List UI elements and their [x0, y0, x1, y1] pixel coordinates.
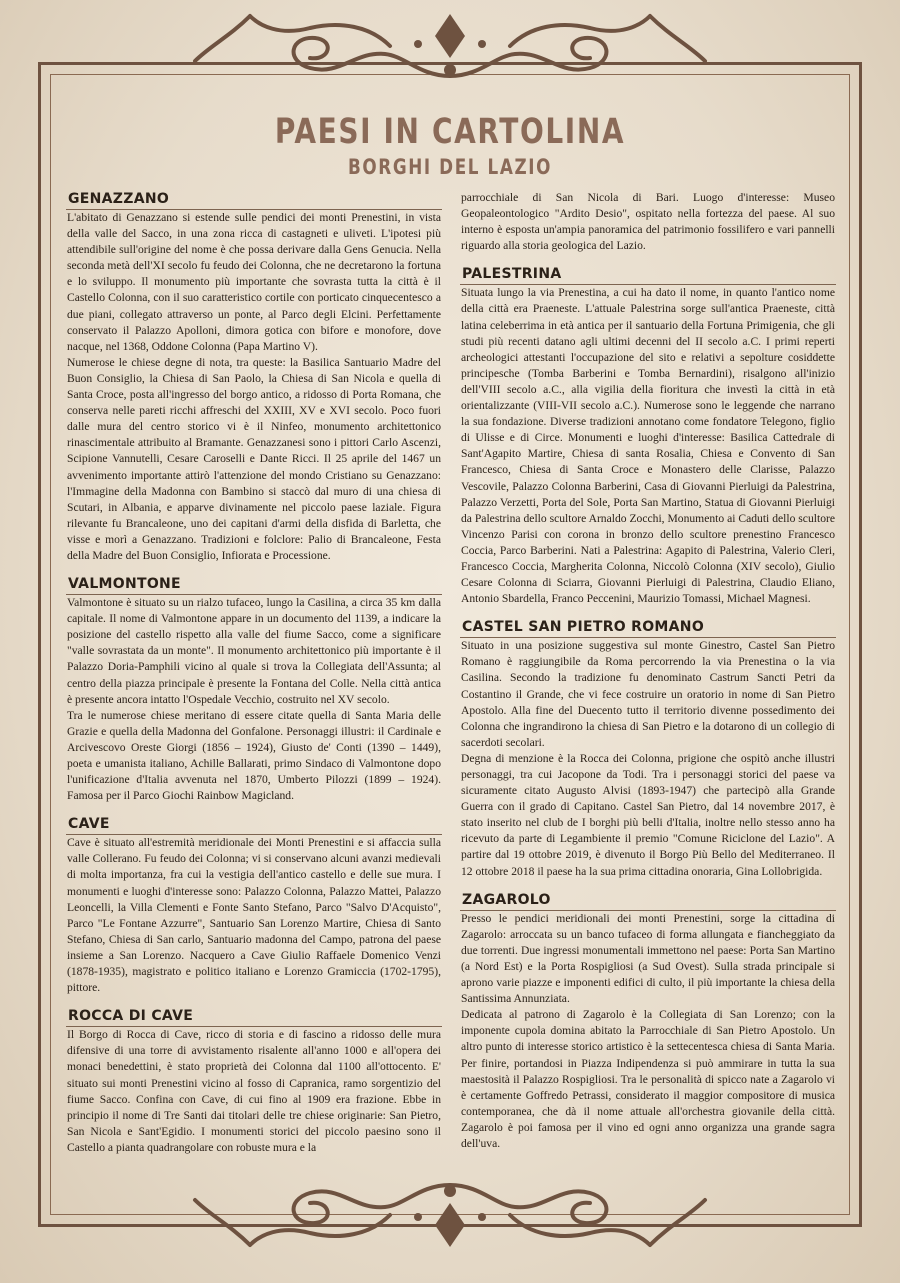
section-title: GENAZZANO: [66, 190, 442, 210]
section-title: CAVE: [66, 815, 442, 835]
right-column: [460, 190, 836, 1152]
page-title: PAESI IN CARTOLINA: [274, 112, 626, 152]
bottom-scroll-ornament: [190, 1175, 710, 1255]
section-paragraph: Tra le numerose chiese meritano di essere citate quella di Santa Maria delle Grazie e quella della Madonna del Gonfalone. Personaggi illustri: il Cardinale e Arcivescovo Oreste Giorgi (1856 – 1924), Giusto de' Conti (1390 – 1449), poeta e umanista italiano, Achille Ballarati, primo Sindaco di Valmontone dopo l'unificazione d'Italia avvenuta nel 1870, Umberto Pilozzi (1899 – 1924). Famosa per il Parco Giochi Rainbow Magicland.: [67, 708, 441, 803]
section-paragraph: Degna di menzione è la Rocca dei Colonna, prigione che ospitò anche illustri personaggi, tra cui Jacopone da Todi. Tra i personaggi storici del paese va sicuramente citato Augusto Alvisi (1893-1947) che partecipò alla Grande Guerra con il grado di Capitano. Castel San Pietro, dal 14 novembre 2017, è stato inserito nel club de I borghi più belli d'Italia, inoltre nello stesso anno ha ricevuto da parte di Legambiente il premio "Comune Riciclone del Lazio". A partire dal 19 ottobre 2019, è divenuto il Borgo Più Bello del Mediterraneo. Il 12 ottobre 2018 il paese ha la sua prima cittadina onoraria, Gina Lollobrigida.: [461, 751, 835, 878]
section-paragraph: Presso le pendici meridionali dei monti Prenestini, sorge la cittadina di Zagarolo: arroccata su un banco tufaceo di forma allungata e fiancheggiato da due torrenti. Due ingressi monumentali immettono nel paese: Porta San Martino (a Nord Est) e la Porta Rospigliosi (a Sud Ovest). Sulla strada principale si aprono varie piazze e imponenti edifici di culto, il più importante la chiesa della Santissima Annunziata.: [461, 911, 835, 1006]
section-rocca-di-cave-continued: [460, 190, 836, 254]
section-paragraph: Situato in una posizione suggestiva sul monte Ginestro, Castel San Pietro Romano è raggiungibile da Roma percorrendo la via Prenestina o la via Casilina. Secondo la tradizione fu denominato Castrum Sancti Petri da Costantino il Grande, che vi fece costruire un oratorio in nome di San Pietro Apostolo. Alla fine del Duecento tutto il territorio divenne possedimento dei Colonna che ingrandirono la chiesa di San Pietro e la dotarono di un collegio di sacerdoti secolari.: [461, 639, 835, 749]
section-paragraph: L'abitato di Genazzano si estende sulle pendici dei monti Prenestini, in vista della valle del Sacco, in una zona ricca di castagneti e uliveti. L'ipotesi più attendibile sull'origine del nome è che possa derivare dalla Gens Genucia. Nella seconda metà dell'XI secolo fu feudo dei Colonna, che ne decretarono la fortuna e lo sviluppo. Il monumento più importante che sovrasta tutta la città è il Castello Colonna, con il suo caratteristico cortile con porticato cinquecentesco a due piani, collegato attraverso un ponte, al Parco degli Elcini. Perfettamente conservato il Palazzo Apolloni, dimora gotica con bifore e monofore, dove nacque, nel 1368, Oddone Colonna (Papa Martino V).: [67, 211, 441, 353]
section-title: ZAGAROLO: [460, 891, 836, 911]
section-paragraph: Cave è situato all'estremità meridionale dei Monti Prenestini e si affaccia sulla valle Collerano. Fu feudo dei Colonna; vi si conservano alcuni avanzi medievali di molta importanza, fra cui la vestigia dell'antico castello e delle sue mura. I monumenti e luoghi d'interesse sono: Palazzo Colonna, Palazzo Mattei, Palazzo Leoncelli, la Villa Clementi e Fonte Santo Stefano, Parco "Salvo D'Acquisto", Parco "Le Fontane Azzurre", Santuario San Lorenzo Martire, Chiesa di Santo Stefano, Chiesa di San carlo, Santuario madonna del Campo, patrona del paese insieme a San Lorenzo. Nacquero a Cave Giulio Raffaele Domenico Venzi (1878-1935), magistrato e politico italiano e Lorenzo Gramiccia (1702-1795), pittore.: [67, 836, 441, 995]
section-valmontone: [66, 575, 442, 804]
section-cave: [66, 815, 442, 996]
section-genazzano: [66, 190, 442, 564]
section-zagarolo: [460, 891, 836, 1152]
page-subtitle: BORGHI DEL LAZIO: [348, 155, 552, 179]
section-title: CASTEL SAN PIETRO ROMANO: [460, 618, 836, 638]
section-paragraph: parrocchiale di San Nicola di Bari. Luogo d'interesse: Museo Geopaleontologico "Ardito Desio", ospitato nella fortezza del paese. Al suo interno è esposta un'ampia panoramica del patrimonio fossilifero e vari pannelli riguardo alla storia geologica del Lazio.: [461, 191, 835, 253]
section-title: PALESTRINA: [460, 265, 836, 285]
section-title: ROCCA DI CAVE: [66, 1007, 442, 1027]
section-title: VALMONTONE: [66, 575, 442, 595]
section-palestrina: [460, 265, 836, 607]
section-castel-san-pietro-romano: [460, 618, 836, 879]
section-paragraph: Numerose le chiese degne di nota, tra queste: la Basilica Santuario Madre del Buon Consiglio, la Chiesa di San Paolo, la Chiesa di San Nicola e quella di Santa Croce, posta all'ingresso del borgo antico, a ridosso di Porta Romana, che conserva nelle pareti ricchi affreschi del XXIII, XV e XVI secolo. Poco fuori dalle mura del centro storico vi è il Ninfeo, monumento architettonico rinascimentale attribuito al Bramante. Genazzanesi sono i pittori Carlo Ascenzi, Scipione Vannutelli, Cesare Caroselli e Dante Ricci. Il 25 aprile del 1467 un avvenimento importante attirò l'attenzione del mondo Cristiano su Genazzano: l'Immagine della Madonna con Bambino si staccò dal muro di una chiesa di Scutari, in Albania, e apparve divinamente nel piccolo paese laziale. Figura rilevante fu Brancaleone, uno dei capitani d'armi della disfida di Barletta, che visse e morì a Genazzano. Tradizioni e folclore: Palio di Brancaleone, Festa della Madre del Buon Consiglio, Infiorata e Processione.: [67, 355, 441, 562]
top-scroll-ornament: [190, 6, 710, 86]
section-paragraph: Dedicata al patrono di Zagarolo è la Collegiata di San Lorenzo; con la imponente cupola domina abitato la Parrocchiale di San Pietro Apostolo. Un altro punto di interesse storico artistico è la settecentesca chiesa di Santa Maria. Per finire, portandosi in Piazza Indipendenza si può ammirare in tutta la sua maestosità il Palazzo Rospigliosi. Tra le personalità di spicco nate a Zagarolo vi è certamente Goffredo Petrassi, considerato il maggior compositore di musica contemporanea, che dà il nome attuale all'orchestra giovanile della città. Zagarolo è poi famosa per il vino ed ogni anno organizza una grande sagra dell'uva.: [461, 1008, 835, 1150]
section-paragraph: Situata lungo la via Prenestina, a cui ha dato il nome, in quanto l'antico nome della città era Praeneste. L'attuale Palestrina sorge sull'antica Praeneste, città latina celeberrima in età antica per il santuario della Fortuna Primigenia, che gli studi più recenti datano agli ultimi decenni del II secolo a.C. I primi reperti archeologici attestanti l'occupazione del sito e relativi a sepolture cosiddette principesche (Tomba Barberini e Tomba Bernardini), risalgono all'inizio dell'VIII secolo a.C., alla vigilia della fioritura che investì la città in età orientalizzante (VIII-VII secolo a.C.). Numerose sono le leggende che narrano la sua fondazione. Diverse tradizioni annotano come fondatore Telegono, figlio di Ulisse e di Circe. Monumenti e luoghi d'interesse: Basilica Cattedrale di Sant'Agapito Martire, Chiesa di santa Rosalia, Chiesa e Convento di San Francesco, Chiesa di Santa Croce e Monastero delle Clarisse, Palazzo Vescovile, Palazzo Colonna Barberini, Casa di Giovanni Pierluigi da Palestrina, Palazzo Verzetti, Porta del Sole, Porta San Martino, Statua di Giovanni Pierluigi da Palestrina dello scultore Arnaldo Zocchi, Monumento ai Caduti dello scultore Vincenzo Parisi con corona in bronzo dello scultore prenestino Francesco Coccia, Parco Barberini. Nati a Palestrina: Agapito di Palestrina, Valerio Cleri, Francesco Coccia, Margherita Colonna, Niccolò Colonna (XIV secolo), Giulio Cesare Colonna di Sciarra, Giovanni Pierluigi di Palestrina, Claudio Eliano, Antonio Sbardella, Franco Peccenini, Maurizio Tomassi, Michael Magnesi.: [461, 286, 835, 606]
section-rocca-di-cave: [66, 1007, 442, 1156]
left-column: [66, 190, 442, 1156]
section-paragraph: Il Borgo di Rocca di Cave, ricco di storia e di fascino a ridosso delle mura difensive di una torre di avvistamento risalente all'anno 1000 e all'opera dei monaci benedettini, è stato proprietà dei Colonna dal 1100 all'ottocento. E' situato sui monti Prenestini vicino al fosso di Capranica, ramo sorgentizio del fiume Sacco. Confina con Cave, di cui fino al 1909 era frazione. Ebbe in principio il nome di Tre Santi dai titolari delle tre chiese originarie: San Pietro, San Nicola e Sant'Egidio. I monumenti storici del piccolo paesino sono il Castello a pianta quadrangolare con robuste mura e la: [67, 1028, 441, 1154]
section-paragraph: Valmontone è situato su un rialzo tufaceo, lungo la Casilina, a circa 35 km dalla capitale. Il nome di Valmontone appare in un documento del 1139, a indicare la posizione del castello rispetto alla valle del fiume Sacco, come a significare "valle sovrastata da un monte". Il monumento architettonico più importante è il Palazzo Doria-Pamphili vicino al quale si trova la Collegiata dell'Assunta; al centro della piazza principale è presente la Fontana del Colle. Nella città antica è presente ancora intatto l'Ospedale Vecchio, costruito nel XV secolo.: [67, 596, 441, 706]
title-block: [0, 112, 900, 180]
